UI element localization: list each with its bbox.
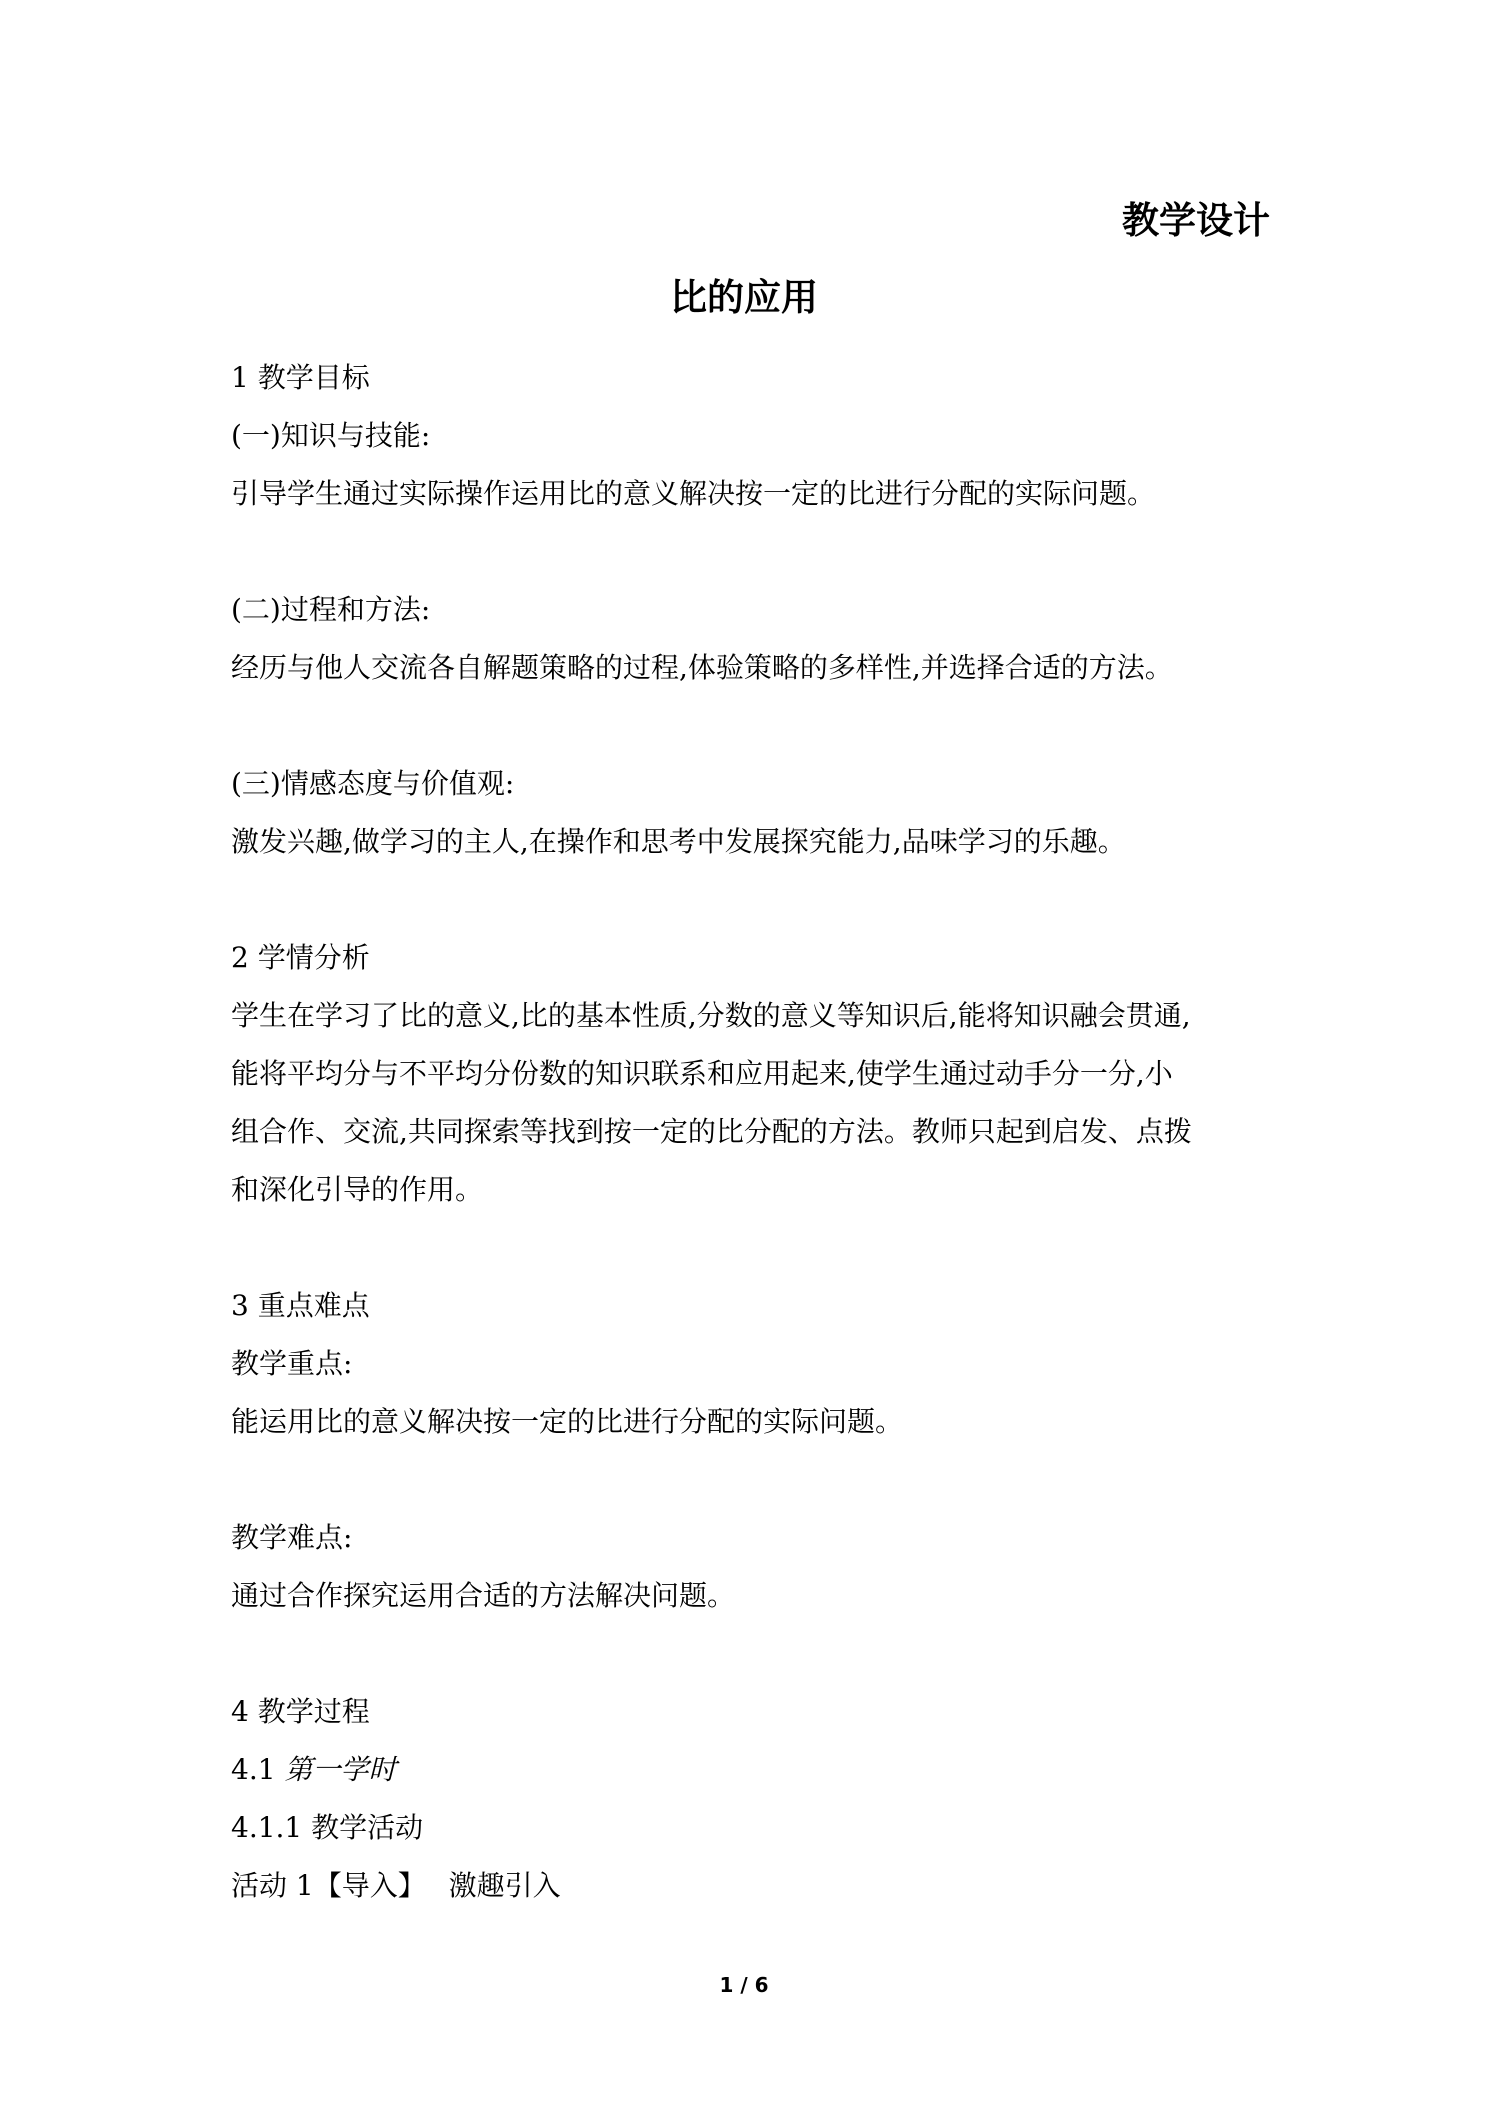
- section-heading-process: 4 教学过程: [231, 1695, 370, 1728]
- analysis-text-line: 和深化引导的作用。: [231, 1173, 484, 1206]
- difficulty-label: 教学难点:: [231, 1521, 353, 1554]
- document-body: [231, 349, 1281, 1915]
- blank-line: [231, 871, 1281, 929]
- lesson-period-title: 第一学时: [284, 1753, 397, 1786]
- subheading-process-methods: (二)过程和方法:: [231, 593, 431, 626]
- lesson-period-heading: [231, 1741, 1281, 1799]
- key-point-text: 能运用比的意义解决按一定的比进行分配的实际问题。: [231, 1405, 904, 1438]
- subheading-knowledge-skills: (一)知识与技能:: [231, 419, 431, 452]
- process-methods-text: 经历与他人交流各自解题策略的过程,体验策略的多样性,并选择合适的方法。: [231, 651, 1173, 684]
- section-heading-analysis: 2 学情分析: [231, 941, 370, 974]
- attitude-values-text: 激发兴趣,做学习的主人,在操作和思考中发展探究能力,品味学习的乐趣。: [231, 825, 1126, 858]
- blank-line: [231, 523, 1281, 581]
- lesson-period-number: 4.1: [231, 1753, 285, 1786]
- page-title: 比的应用: [670, 276, 818, 319]
- subheading-attitude-values: (三)情感态度与价值观:: [231, 767, 515, 800]
- section-heading-objectives: 1 教学目标: [231, 361, 370, 394]
- page-number: 1 / 6: [719, 1973, 769, 1997]
- blank-line: [231, 1625, 1281, 1683]
- knowledge-skills-text: 引导学生通过实际操作运用比的意义解决按一定的比进行分配的实际问题。: [231, 477, 1156, 510]
- analysis-text-line: 组合作、交流,共同探索等找到按一定的比分配的方法。教师只起到启发、点拨: [231, 1115, 1192, 1148]
- activity-1-title: 活动 1【导入】 激趣引入: [231, 1869, 561, 1902]
- blank-line: [231, 697, 1281, 755]
- difficulty-text: 通过合作探究运用合适的方法解决问题。: [231, 1579, 736, 1612]
- teaching-activities-heading: 4.1.1 教学活动: [231, 1811, 424, 1844]
- key-point-label: 教学重点:: [231, 1347, 353, 1380]
- doc-type-heading: 教学设计: [1122, 199, 1270, 242]
- analysis-text-line: 学生在学习了比的意义,比的基本性质,分数的意义等知识后,能将知识融会贯通,: [231, 999, 1191, 1032]
- blank-line: [231, 1219, 1281, 1277]
- section-heading-key-points: 3 重点难点: [231, 1289, 370, 1322]
- analysis-text-line: 能将平均分与不平均分份数的知识联系和应用起来,使学生通过动手分一分,小: [231, 1057, 1173, 1090]
- blank-line: [231, 1451, 1281, 1509]
